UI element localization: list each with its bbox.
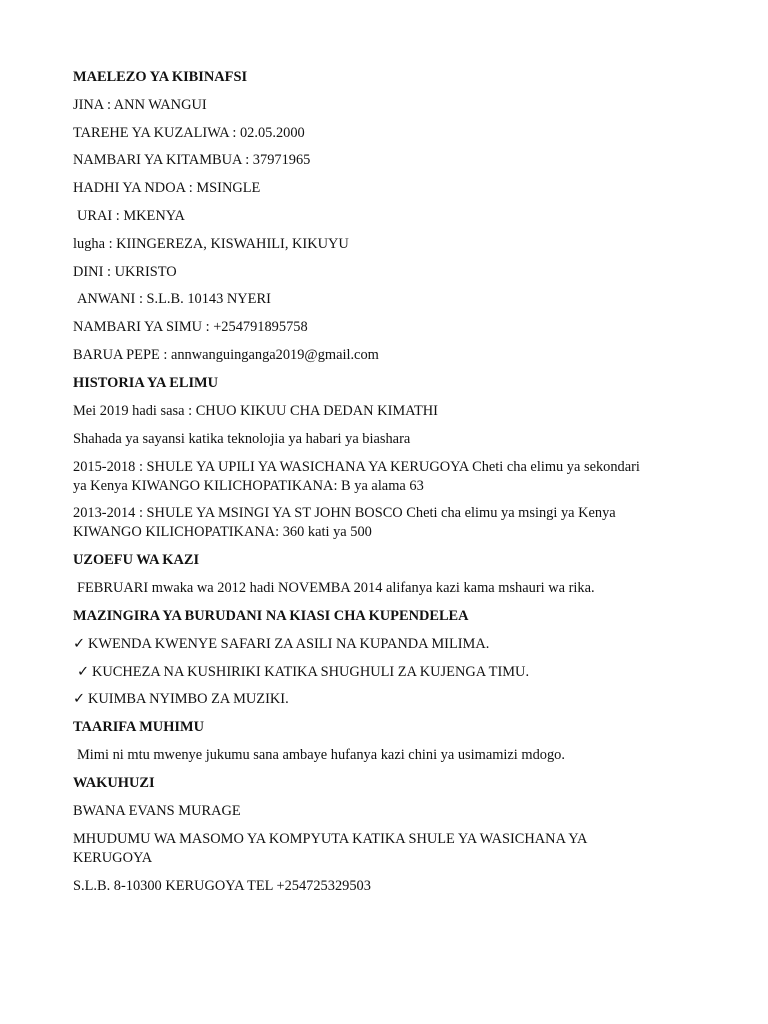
referee-heading: WAKUHUZI [73,775,155,791]
email-line: BARUA PEPE : annwanguinganga2019@gmail.com [73,347,379,363]
referee-title-line-1: MHUDUMU WA MASOMO YA KOMPYUTA KATIKA SHULE YA WASICHANA YA [73,831,588,847]
languages-line: lugha : KIINGEREZA, KISWAHILI, KIKUYU [73,236,349,252]
checkmark-icon: ✓ [77,664,90,680]
primary-line-1: 2013-2014 : SHULE YA MSINGI YA ST JOHN BOSCO Cheti cha elimu ya msingi ya Kenya [73,505,616,521]
referee-name: BWANA EVANS MURAGE [73,803,241,819]
hobby-text: KUCHEZA NA KUSHIRIKI KATIKA SHUGHULI ZA KUJENGA TIMU. [92,664,530,680]
hobby-item [73,663,707,682]
secondary-line-1: 2015-2018 : SHULE YA UPILI YA WASICHANA YA KERUGOYA Cheti cha elimu ya sekondari [73,459,640,475]
phone-line: NAMBARI YA SIMU : +254791895758 [73,319,308,335]
name-line: JINA : ANN WANGUI [73,97,207,113]
checkmark-icon: ✓ [73,691,86,707]
university-line: Mei 2019 hadi sasa : CHUO KIKUU CHA DEDAN KIMATHI [73,403,438,419]
important-info-heading: TAARIFA MUHIMU [73,719,204,735]
dob-line: TAREHE YA KUZALIWA : 02.05.2000 [73,125,305,141]
hobby-text: KUIMBA NYIMBO ZA MUZIKI. [88,691,289,707]
nationality-line: URAI : MKENYA [77,208,185,224]
hobbies-heading: MAZINGIRA YA BURUDANI NA KIASI CHA KUPENDELEA [73,608,469,624]
education-heading: HISTORIA YA ELIMU [73,375,219,391]
checkmark-icon: ✓ [73,636,86,652]
referee-title-line-2: KERUGOYA [73,850,153,866]
hobby-item [73,690,703,709]
hobby-text: KWENDA KWENYE SAFARI ZA ASILI NA KUPANDA MILIMA. [88,636,490,652]
important-info-text: Mimi ni mtu mwenye jukumu sana ambaye hufanya kazi chini ya usimamizi mdogo. [77,747,565,763]
hobby-item [73,635,703,654]
id-number-line: NAMBARI YA KITAMBUA : 37971965 [73,152,311,168]
personal-heading: MAELEZO YA KIBINAFSI [73,69,248,85]
address-line: ANWANI : S.L.B. 10143 NYERI [77,291,271,307]
university-degree-line: Shahada ya sayansi katika teknolojia ya habari ya biashara [73,431,411,447]
referee-contact: S.L.B. 8-10300 KERUGOYA TEL +254725329503 [73,878,371,894]
secondary-line-2: ya Kenya KIWANGO KILICHOPATIKANA: B ya alama 63 [73,478,424,494]
primary-line-2: KIWANGO KILICHOPATIKANA: 360 kati ya 500 [73,524,372,540]
religion-line: DINI : UKRISTO [73,264,177,280]
experience-text: FEBRUARI mwaka wa 2012 hadi NOVEMBA 2014 alifanya kazi kama mshauri wa rika. [77,580,595,596]
experience-heading: UZOEFU WA KAZI [73,552,200,568]
marital-status-line: HADHI YA NDOA : MSINGLE [73,180,261,196]
